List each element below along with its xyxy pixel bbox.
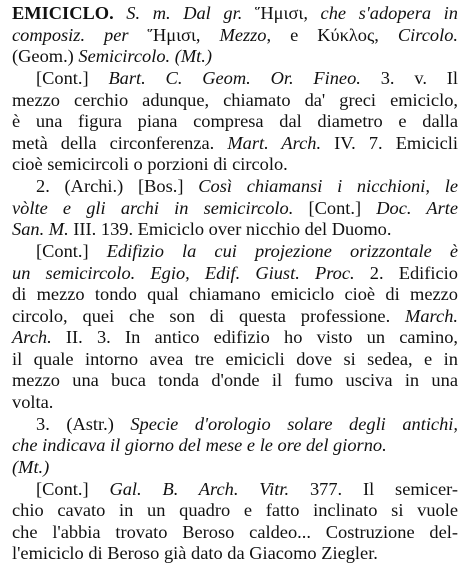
entry-text: composiz. per [12,25,148,45]
entry-text: March. [405,306,458,326]
entry-line [12,132,458,154]
entry-line [12,369,458,391]
entry-line [12,305,458,327]
entry-text: [Cont.] [293,198,377,218]
entry-line [12,2,458,24]
entry-text: San. M. [12,219,69,239]
entry-line [12,391,458,413]
entry-text: Edifizio la cui projezione orizzontale è [106,241,458,261]
entry-text: un semicircolo. Egio, Edif. Giust. Proc. [12,263,355,283]
entry-line [36,175,458,197]
entry-line [12,326,458,348]
entry-text: Arch. [12,327,52,347]
entry-text: metà della circonferenza. [12,133,228,153]
entry-text: mezzo cerchio adunque, chiamato da' greci emiciclo, [12,90,458,110]
entry-text: Κύκλος [317,25,375,45]
entry-text: 3. v. Il [360,68,458,88]
entry-text: , [195,25,220,45]
entry-line [36,413,458,435]
entry-text: che l'abbia trovato Beroso caldeo... Costruzione del- [12,522,458,542]
entry-text: che indicava il giorno del mese e le ore del giorno. [12,435,387,455]
entry-line [36,478,458,500]
entry-text: 2. Edificio [354,263,458,283]
entry-line [12,456,458,478]
entry-text: , [374,25,398,45]
entry-text: Mezzo [219,25,267,45]
entry-text: , che s'adopera in [303,3,458,23]
entry-text: 377. Il semicer- [289,479,458,499]
entry-text: S. m. Dal gr. [113,3,255,23]
entry-text: [Cont.] [36,479,110,499]
entry-text: , e [266,25,318,45]
entry-text: II. 3. In antico edifizio ho visto un camino, [51,327,458,347]
entry-text: 2. (Archi.) [Bos.] [36,176,199,196]
entry-line [12,218,458,240]
entry-line [12,110,458,132]
entry-text: Doc. Arte [376,198,458,218]
entry-text: III. 139. Emiciclo over nicchio del Duomo. [68,219,392,239]
entry-text: 3. (Astr.) [36,414,131,434]
entry-text: chio cavato in un quadro e fatto inclinato si vuole [12,500,458,520]
entry-line [12,348,458,370]
entry-text: circolo, quei che son di questa professione. [12,306,406,326]
entry-text: il quale intorno avea tre emicicli dove si sedea, e in [12,349,458,369]
entry-line [36,240,458,262]
entry-line [12,197,458,219]
entry-line [12,521,458,543]
entry-text: è una figura piana compresa dal diametro e dalla [12,111,458,131]
entry-line [12,89,458,111]
entry-text: Mart. Arch. [227,133,322,153]
entry-text: Circolo. [397,25,459,45]
entry-text: Gal. B. Arch. Vitr. [109,479,290,499]
entry-text: Semicircolo. (Mt.) [78,46,213,66]
entry-text: cioè semicircoli o porzioni di circolo. [12,154,288,174]
entry-text: (Geom.) [12,46,79,66]
entry-line [12,262,458,284]
entry-text: mezzo una buca tonda d'onde il fumo usciva in una [12,370,458,390]
entry-text: Bart. C. Geom. Or. Fineo. [108,68,361,88]
entry-line [36,67,458,89]
entry-text: Ἥμισι [254,3,304,23]
entry-text: [Cont.] [36,68,109,88]
entry-text: Così chiamansi i nicchioni, le [198,176,458,196]
entry-text: vòlte e gli archi in semicircolo. [12,198,294,218]
entry-text: volta. [12,392,54,412]
entry-text: di mezzo tondo qual chiamano emiciclo cioè di mezzo [12,284,458,304]
entry-text: (Mt.) [12,457,50,477]
entry-line [12,24,458,46]
entry-line [12,542,458,564]
entry-text: [Cont.] [36,241,107,261]
entry-line [12,434,458,456]
entry-text: IV. 7. Emicicli [321,133,458,153]
entry-line [12,153,458,175]
entry-text: Ἥμισι [147,25,196,45]
entry-line [12,283,458,305]
entry-text: Specie d'orologio solare degli antichi, [130,414,458,434]
entry-text: l'emiciclo di Beroso già dato da Giacomo Ziegler. [12,543,378,563]
headword: EMICICLO. [12,3,114,23]
entry-line [12,499,458,521]
entry-line [12,45,458,67]
